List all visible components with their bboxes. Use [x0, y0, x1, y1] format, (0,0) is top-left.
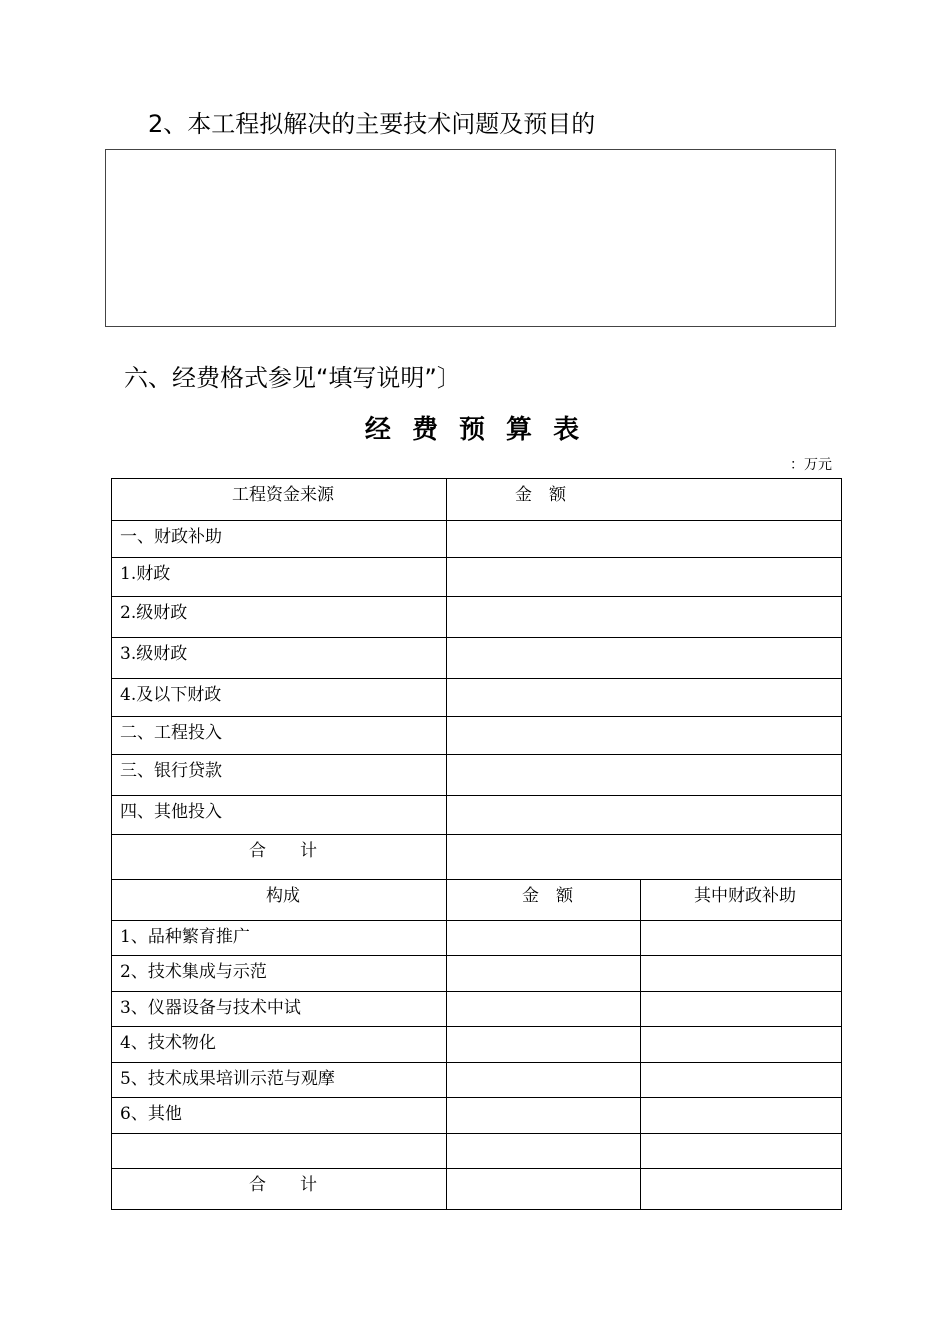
table-row: [112, 755, 842, 796]
composition-amount-header: 金 额: [447, 880, 641, 921]
budget-table: [111, 478, 842, 1210]
composition-amount-cell[interactable]: [447, 1134, 641, 1169]
funding-amount-cell[interactable]: [447, 597, 842, 638]
funding-amount-cell[interactable]: [447, 717, 842, 755]
table-row: [112, 992, 842, 1027]
section2-heading: 2、本工程拟解决的主要技术问题及预目的: [148, 110, 596, 138]
composition-subsidy-cell[interactable]: [641, 1098, 842, 1134]
composition-row-label: 1、品种繁育推广: [112, 921, 447, 956]
composition-amount-cell[interactable]: [447, 1027, 641, 1063]
composition-row-label: 5、技术成果培训示范与观摩: [112, 1063, 447, 1098]
composition-subsidy-cell[interactable]: [641, 1027, 842, 1063]
table-row: [112, 597, 842, 638]
table-row: [112, 956, 842, 992]
composition-row-label: 6、其他: [112, 1098, 447, 1134]
composition-amount-cell[interactable]: [447, 1098, 641, 1134]
table-row: [112, 921, 842, 956]
section6-heading: 六、经费格式参见“填写说明”〕: [124, 364, 461, 392]
table-row: [112, 521, 842, 558]
composition-subsidy-cell[interactable]: [641, 956, 842, 992]
composition-subsidy-cell[interactable]: [641, 921, 842, 956]
budget-title: 经 费 预 算 表: [364, 415, 586, 445]
composition-row-label: [112, 1134, 447, 1169]
composition-amount-cell[interactable]: [447, 992, 641, 1027]
table-row: [112, 1063, 842, 1098]
composition-amount-cell[interactable]: [447, 1063, 641, 1098]
table-row: [112, 1027, 842, 1063]
funding-row-label: 二、工程投入: [112, 717, 447, 755]
composition-amount-cell[interactable]: [447, 921, 641, 956]
composition-subsidy-cell[interactable]: [641, 1063, 842, 1098]
funding-amount-cell[interactable]: [447, 796, 842, 835]
funding-total-row: [112, 835, 842, 880]
table-row: [112, 1134, 842, 1169]
composition-subsidy-header: 其中财政补助: [641, 880, 842, 921]
composition-total-subsidy-cell[interactable]: [641, 1169, 842, 1210]
composition-header: 构成: [112, 880, 447, 921]
funding-total-label: 合 计: [112, 835, 447, 880]
funding-row-label: 3.级财政: [112, 638, 447, 679]
funding-amount-cell[interactable]: [447, 638, 842, 679]
composition-total-amount-cell[interactable]: [447, 1169, 641, 1210]
funding-amount-cell[interactable]: [447, 558, 842, 597]
composition-total-row: [112, 1169, 842, 1210]
funding-total-amount-cell[interactable]: [447, 835, 842, 880]
composition-subsidy-cell[interactable]: [641, 1134, 842, 1169]
composition-row-label: 2、技术集成与示范: [112, 956, 447, 992]
funding-amount-cell[interactable]: [447, 755, 842, 796]
section2-answer-box[interactable]: [105, 149, 836, 327]
funding-row-label: 1.财政: [112, 558, 447, 597]
funding-row-label: 2.级财政: [112, 597, 447, 638]
table-row: [112, 796, 842, 835]
table-row: [112, 1098, 842, 1134]
funding-amount-cell[interactable]: [447, 521, 842, 558]
funding-header-row: [112, 479, 842, 521]
funding-source-header: 工程资金来源: [112, 479, 447, 521]
funding-amount-cell[interactable]: [447, 679, 842, 717]
composition-amount-cell[interactable]: [447, 956, 641, 992]
table-row: [112, 638, 842, 679]
composition-subsidy-cell[interactable]: [641, 992, 842, 1027]
funding-row-label: 4.及以下财政: [112, 679, 447, 717]
funding-row-label: 四、其他投入: [112, 796, 447, 835]
composition-header-row: [112, 880, 842, 921]
composition-total-label: 合 计: [112, 1169, 447, 1210]
table-row: [112, 679, 842, 717]
composition-row-label: 4、技术物化: [112, 1027, 447, 1063]
table-row: [112, 558, 842, 597]
composition-row-label: 3、仪器设备与技术中试: [112, 992, 447, 1027]
funding-row-label: 三、银行贷款: [112, 755, 447, 796]
table-row: [112, 717, 842, 755]
funding-amount-header: 金 额: [447, 479, 842, 521]
unit-label: ：万元: [790, 457, 832, 473]
funding-row-label: 一、财政补助: [112, 521, 447, 558]
